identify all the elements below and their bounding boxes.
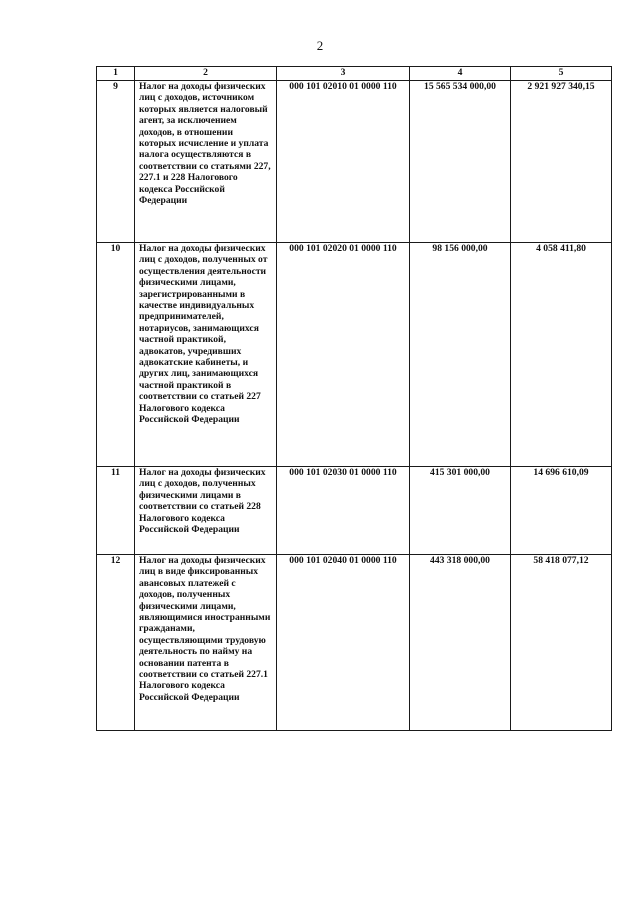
row-name: Налог на доходы физических лиц с доходов, источником которых является налоговый агент, за исключением доходов, в отношении которых исчисление и уплата налога осуществляются в соответствии со статьями 227, 227.1 и 228 Налогового кодекса Российской Федерации xyxy=(135,81,277,243)
table-row xyxy=(97,467,612,555)
column-header-name: 2 xyxy=(135,67,277,81)
table-row xyxy=(97,81,612,243)
row-fact-amount: 58 418 077,12 xyxy=(511,555,612,731)
row-number: 9 xyxy=(97,81,135,243)
row-number: 12 xyxy=(97,555,135,731)
row-code: 000 101 02020 01 0000 110 xyxy=(277,243,410,467)
row-code: 000 101 02040 01 0000 110 xyxy=(277,555,410,731)
row-name: Налог на доходы физических лиц в виде фиксированных авансовых платежей с доходов, полученных физическими лицами, являющимися иностранными гражданами, осуществляющими трудовую деятельность по найму на основании патента в соответствии со статьей 227.1 Налогового кодекса Российской Федерации xyxy=(135,555,277,731)
row-name: Налог на доходы физических лиц с доходов, полученных от осуществления деятельности физическими лицами, зарегистрированными в качестве индивидуальных предпринимателей, нотариусов, занимающихся частной практикой, адвокатов, учредивших адвокатские кабинеты, и других лиц, занимающихся частной практикой в соответствии со статьей 227 Налогового кодекса Российской Федерации xyxy=(135,243,277,467)
column-header-code: 3 xyxy=(277,67,410,81)
column-header-number: 1 xyxy=(97,67,135,81)
row-fact-amount: 14 696 610,09 xyxy=(511,467,612,555)
row-code: 000 101 02010 01 0000 110 xyxy=(277,81,410,243)
row-code: 000 101 02030 01 0000 110 xyxy=(277,467,410,555)
row-name: Налог на доходы физических лиц с доходов, полученных физическими лицами в соответствии со статьей 228 Налогового кодекса Российской Федерации xyxy=(135,467,277,555)
row-number: 10 xyxy=(97,243,135,467)
page-number: 2 xyxy=(316,38,324,53)
column-header-plan: 4 xyxy=(410,67,511,81)
table-header-row xyxy=(97,67,612,81)
row-plan-amount: 415 301 000,00 xyxy=(410,467,511,555)
column-header-fact: 5 xyxy=(511,67,612,81)
row-fact-amount: 4 058 411,80 xyxy=(511,243,612,467)
table-row xyxy=(97,243,612,467)
row-number: 11 xyxy=(97,467,135,555)
row-fact-amount: 2 921 927 340,15 xyxy=(511,81,612,243)
table-row xyxy=(97,555,612,731)
row-plan-amount: 15 565 534 000,00 xyxy=(410,81,511,243)
revenue-table xyxy=(96,66,612,731)
row-plan-amount: 443 318 000,00 xyxy=(410,555,511,731)
row-plan-amount: 98 156 000,00 xyxy=(410,243,511,467)
